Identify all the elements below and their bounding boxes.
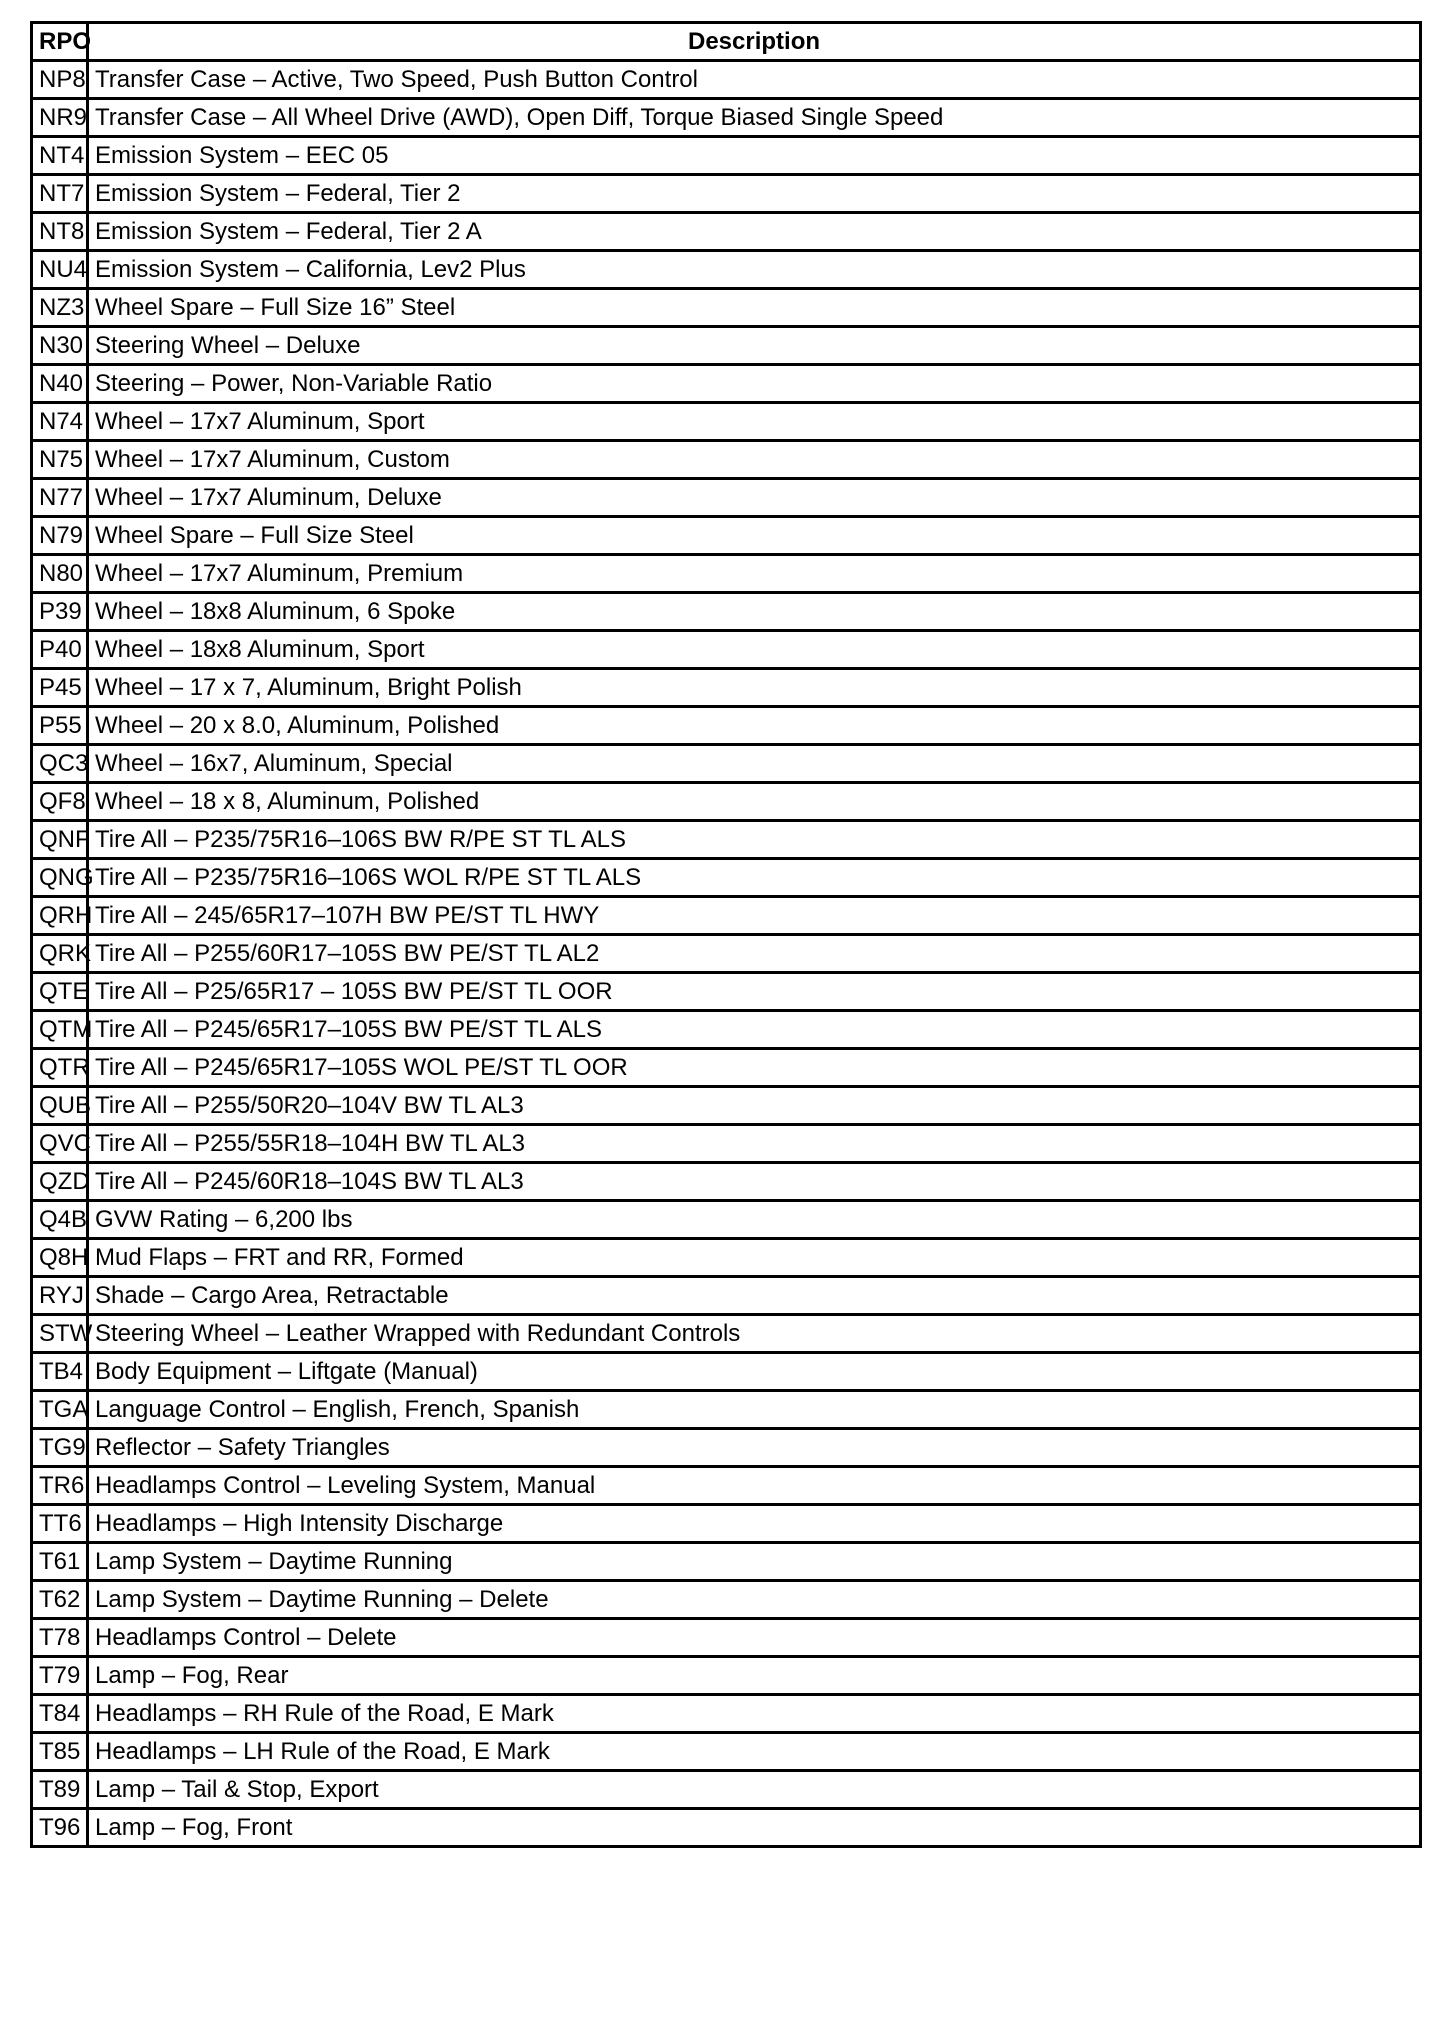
rpo-code-cell: TR6 bbox=[32, 1467, 88, 1505]
description-cell: Tire All – P255/60R17–105S BW PE/ST TL AL2 bbox=[88, 935, 1421, 973]
description-cell: Tire All – P245/65R17–105S BW PE/ST TL ALS bbox=[88, 1011, 1421, 1049]
description-cell: Tire All – P245/65R17–105S WOL PE/ST TL OOR bbox=[88, 1049, 1421, 1087]
description-cell: Lamp – Fog, Front bbox=[88, 1809, 1421, 1847]
table-row bbox=[32, 213, 1421, 251]
table-row bbox=[32, 1353, 1421, 1391]
description-cell: Wheel – 18x8 Aluminum, 6 Spoke bbox=[88, 593, 1421, 631]
rpo-code-cell: Q4B bbox=[32, 1201, 88, 1239]
description-cell: Tire All – P235/75R16–106S BW R/PE ST TL ALS bbox=[88, 821, 1421, 859]
table-row bbox=[32, 555, 1421, 593]
table-row bbox=[32, 1657, 1421, 1695]
table-row bbox=[32, 327, 1421, 365]
table-header-row bbox=[32, 23, 1421, 61]
description-cell: Tire All – P255/50R20–104V BW TL AL3 bbox=[88, 1087, 1421, 1125]
description-cell: Tire All – P255/55R18–104H BW TL AL3 bbox=[88, 1125, 1421, 1163]
description-cell: Steering Wheel – Deluxe bbox=[88, 327, 1421, 365]
description-cell: Emission System – EEC 05 bbox=[88, 137, 1421, 175]
table-row bbox=[32, 669, 1421, 707]
rpo-code-cell: T85 bbox=[32, 1733, 88, 1771]
description-cell: Emission System – California, Lev2 Plus bbox=[88, 251, 1421, 289]
table-row bbox=[32, 1087, 1421, 1125]
table-row bbox=[32, 137, 1421, 175]
rpo-code-cell: NT8 bbox=[32, 213, 88, 251]
table-row bbox=[32, 251, 1421, 289]
rpo-code-cell: T79 bbox=[32, 1657, 88, 1695]
table-row bbox=[32, 593, 1421, 631]
table-row bbox=[32, 1695, 1421, 1733]
description-cell: Wheel Spare – Full Size Steel bbox=[88, 517, 1421, 555]
description-cell: GVW Rating – 6,200 lbs bbox=[88, 1201, 1421, 1239]
rpo-code-cell: RYJ bbox=[32, 1277, 88, 1315]
rpo-code-cell: T62 bbox=[32, 1581, 88, 1619]
rpo-code-cell: QZD bbox=[32, 1163, 88, 1201]
rpo-code-cell: N75 bbox=[32, 441, 88, 479]
description-cell: Lamp – Fog, Rear bbox=[88, 1657, 1421, 1695]
rpo-code-cell: NT7 bbox=[32, 175, 88, 213]
table-row bbox=[32, 1239, 1421, 1277]
table-row bbox=[32, 1581, 1421, 1619]
rpo-code-cell: N80 bbox=[32, 555, 88, 593]
table-row bbox=[32, 441, 1421, 479]
rpo-code-cell: TG9 bbox=[32, 1429, 88, 1467]
table-row bbox=[32, 1619, 1421, 1657]
rpo-code-cell: N79 bbox=[32, 517, 88, 555]
description-cell: Headlamps Control – Leveling System, Manual bbox=[88, 1467, 1421, 1505]
description-cell: Language Control – English, French, Spanish bbox=[88, 1391, 1421, 1429]
rpo-code-cell: P40 bbox=[32, 631, 88, 669]
table-row bbox=[32, 935, 1421, 973]
description-cell: Steering Wheel – Leather Wrapped with Redundant Controls bbox=[88, 1315, 1421, 1353]
table-row bbox=[32, 517, 1421, 555]
rpo-code-cell: T78 bbox=[32, 1619, 88, 1657]
rpo-code-cell: N40 bbox=[32, 365, 88, 403]
table-row bbox=[32, 1771, 1421, 1809]
table-row bbox=[32, 631, 1421, 669]
table-row bbox=[32, 745, 1421, 783]
rpo-code-cell: NR9 bbox=[32, 99, 88, 137]
table-row bbox=[32, 1201, 1421, 1239]
rpo-code-cell: NZ3 bbox=[32, 289, 88, 327]
table-row bbox=[32, 1049, 1421, 1087]
description-cell: Emission System – Federal, Tier 2 A bbox=[88, 213, 1421, 251]
rpo-code-cell: QNF bbox=[32, 821, 88, 859]
rpo-code-cell: NT4 bbox=[32, 137, 88, 175]
rpo-code-cell: QF8 bbox=[32, 783, 88, 821]
description-cell: Mud Flaps – FRT and RR, Formed bbox=[88, 1239, 1421, 1277]
rpo-code-cell: Q8H bbox=[32, 1239, 88, 1277]
rpo-code-cell: N74 bbox=[32, 403, 88, 441]
description-cell: Lamp System – Daytime Running bbox=[88, 1543, 1421, 1581]
description-cell: Wheel – 17x7 Aluminum, Premium bbox=[88, 555, 1421, 593]
rpo-code-cell: NU4 bbox=[32, 251, 88, 289]
rpo-code-cell: P39 bbox=[32, 593, 88, 631]
description-cell: Tire All – P25/65R17 – 105S BW PE/ST TL OOR bbox=[88, 973, 1421, 1011]
description-cell: Tire All – P245/60R18–104S BW TL AL3 bbox=[88, 1163, 1421, 1201]
rpo-code-cell: T84 bbox=[32, 1695, 88, 1733]
rpo-table bbox=[30, 21, 1422, 1848]
description-cell: Wheel – 18x8 Aluminum, Sport bbox=[88, 631, 1421, 669]
rpo-code-cell: P55 bbox=[32, 707, 88, 745]
description-cell: Headlamps – High Intensity Discharge bbox=[88, 1505, 1421, 1543]
description-cell: Wheel – 20 x 8.0, Aluminum, Polished bbox=[88, 707, 1421, 745]
description-cell: Wheel Spare – Full Size 16” Steel bbox=[88, 289, 1421, 327]
description-cell: Body Equipment – Liftgate (Manual) bbox=[88, 1353, 1421, 1391]
description-cell: Wheel – 17x7 Aluminum, Sport bbox=[88, 403, 1421, 441]
description-cell: Transfer Case – Active, Two Speed, Push Button Control bbox=[88, 61, 1421, 99]
rpo-code-cell: T89 bbox=[32, 1771, 88, 1809]
table-row bbox=[32, 1809, 1421, 1847]
table-row bbox=[32, 289, 1421, 327]
description-cell: Headlamps – LH Rule of the Road, E Mark bbox=[88, 1733, 1421, 1771]
table-row bbox=[32, 1163, 1421, 1201]
rpo-code-cell: QC3 bbox=[32, 745, 88, 783]
table-body bbox=[32, 61, 1421, 1847]
description-cell: Steering – Power, Non-Variable Ratio bbox=[88, 365, 1421, 403]
table-row bbox=[32, 61, 1421, 99]
description-column-header: Description bbox=[88, 23, 1421, 61]
description-cell: Wheel – 16x7, Aluminum, Special bbox=[88, 745, 1421, 783]
rpo-code-cell: N30 bbox=[32, 327, 88, 365]
table-row bbox=[32, 365, 1421, 403]
description-cell: Wheel – 17x7 Aluminum, Deluxe bbox=[88, 479, 1421, 517]
rpo-code-cell: T96 bbox=[32, 1809, 88, 1847]
table-row bbox=[32, 1505, 1421, 1543]
rpo-code-cell: T61 bbox=[32, 1543, 88, 1581]
description-cell: Wheel – 17x7 Aluminum, Custom bbox=[88, 441, 1421, 479]
table-row bbox=[32, 403, 1421, 441]
rpo-column-header: RPO bbox=[32, 23, 88, 61]
table-row bbox=[32, 707, 1421, 745]
rpo-code-cell: P45 bbox=[32, 669, 88, 707]
table-row bbox=[32, 897, 1421, 935]
table-row bbox=[32, 783, 1421, 821]
table-row bbox=[32, 1125, 1421, 1163]
rpo-code-cell: QRH bbox=[32, 897, 88, 935]
rpo-code-cell: QNG bbox=[32, 859, 88, 897]
table-row bbox=[32, 1543, 1421, 1581]
table-row bbox=[32, 821, 1421, 859]
description-cell: Wheel – 17 x 7, Aluminum, Bright Polish bbox=[88, 669, 1421, 707]
description-cell: Tire All – P235/75R16–106S WOL R/PE ST TL ALS bbox=[88, 859, 1421, 897]
rpo-code-cell: STW bbox=[32, 1315, 88, 1353]
rpo-code-cell: TT6 bbox=[32, 1505, 88, 1543]
description-cell: Transfer Case – All Wheel Drive (AWD), Open Diff, Torque Biased Single Speed bbox=[88, 99, 1421, 137]
description-cell: Tire All – 245/65R17–107H BW PE/ST TL HWY bbox=[88, 897, 1421, 935]
rpo-code-cell: TGA bbox=[32, 1391, 88, 1429]
description-cell: Reflector – Safety Triangles bbox=[88, 1429, 1421, 1467]
description-cell: Emission System – Federal, Tier 2 bbox=[88, 175, 1421, 213]
table-row bbox=[32, 973, 1421, 1011]
description-cell: Shade – Cargo Area, Retractable bbox=[88, 1277, 1421, 1315]
table-row bbox=[32, 1467, 1421, 1505]
table-row bbox=[32, 99, 1421, 137]
table-row bbox=[32, 1315, 1421, 1353]
table-row bbox=[32, 1429, 1421, 1467]
rpo-code-cell: TB4 bbox=[32, 1353, 88, 1391]
description-cell: Headlamps Control – Delete bbox=[88, 1619, 1421, 1657]
description-cell: Lamp System – Daytime Running – Delete bbox=[88, 1581, 1421, 1619]
table-row bbox=[32, 1277, 1421, 1315]
rpo-code-cell: QUB bbox=[32, 1087, 88, 1125]
rpo-code-cell: N77 bbox=[32, 479, 88, 517]
table-row bbox=[32, 1391, 1421, 1429]
description-cell: Lamp – Tail & Stop, Export bbox=[88, 1771, 1421, 1809]
rpo-code-cell: QTM bbox=[32, 1011, 88, 1049]
table-row bbox=[32, 175, 1421, 213]
table-row bbox=[32, 1011, 1421, 1049]
description-cell: Wheel – 18 x 8, Aluminum, Polished bbox=[88, 783, 1421, 821]
description-cell: Headlamps – RH Rule of the Road, E Mark bbox=[88, 1695, 1421, 1733]
rpo-code-cell: QRK bbox=[32, 935, 88, 973]
rpo-code-cell: NP8 bbox=[32, 61, 88, 99]
rpo-code-cell: QTR bbox=[32, 1049, 88, 1087]
rpo-code-cell: QVC bbox=[32, 1125, 88, 1163]
table-row bbox=[32, 1733, 1421, 1771]
table-row bbox=[32, 859, 1421, 897]
table-row bbox=[32, 479, 1421, 517]
rpo-code-cell: QTE bbox=[32, 973, 88, 1011]
